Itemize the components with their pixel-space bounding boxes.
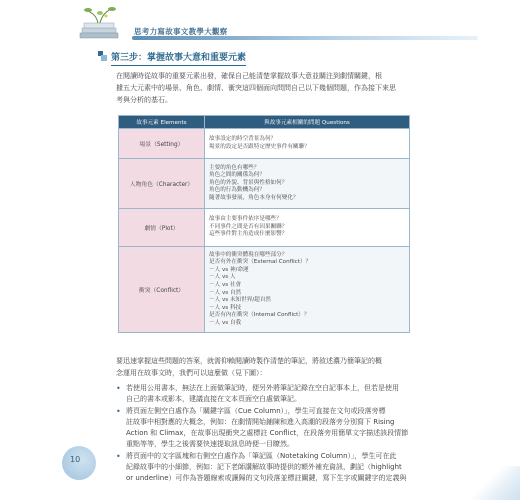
list-item bbox=[116, 406, 474, 451]
body-line: 要迅速掌握這些問題的答案，就需仰賴閱讀時製作清楚的筆記，將敘述濃乃簡筆記的概 bbox=[116, 357, 382, 365]
table-row bbox=[119, 247, 410, 333]
bullet-line: 自己的書本或影本，建議直接在文本頁面空白處做筆記。 bbox=[126, 395, 301, 404]
bullet-line: 註故事中相對應的大概念，例如：在劇情開始鋪陳和進入高潮的段落旁分別寫下 Rising bbox=[126, 417, 395, 426]
question-line: 是否有外在衝突（External Conflict）？ bbox=[209, 259, 312, 266]
bullet-line: 將頁面中的文字區塊和右側空白處作為「筆記區（Notetaking Column）」，學生可在此 bbox=[126, 451, 397, 460]
table-header-row bbox=[119, 116, 410, 129]
list-item bbox=[116, 451, 474, 485]
element-cell: 人物角色（Character） bbox=[119, 159, 205, 209]
intro-paragraph bbox=[116, 70, 474, 106]
heading-square-light-icon bbox=[101, 55, 107, 61]
question-line: －人 vs 神/命運 bbox=[209, 266, 249, 273]
question-line: －人 vs 自我 bbox=[209, 319, 242, 326]
question-line: －人 vs 自然 bbox=[209, 289, 242, 296]
questions-cell bbox=[205, 159, 410, 209]
page-number: 10 bbox=[70, 455, 81, 464]
book-stack-plant-icon bbox=[78, 4, 126, 42]
questions-cell bbox=[205, 247, 410, 333]
questions-cell bbox=[205, 209, 410, 247]
bullet-icon: • bbox=[116, 406, 121, 416]
question-line: 場景的設定是否跟特定歷史事件有關聯？ bbox=[209, 143, 310, 150]
list-item bbox=[116, 383, 474, 406]
questions-cell bbox=[205, 129, 410, 159]
header-title: 思考力寫故事文教學大觀察 bbox=[134, 27, 228, 36]
question-line: 角色之間的關係為何？ bbox=[209, 172, 265, 179]
question-line: －人 vs 社會 bbox=[209, 281, 242, 288]
bullet-line: 重點等等，學生之後需要快速提取訊息時便一目瞭然。 bbox=[126, 440, 294, 449]
intro-line: 在閱讀時從故事的重要元素出發，確保自己能清楚掌握故事大意並關注到劇情關鍵，根 bbox=[116, 72, 382, 80]
body-line: 念運用在故事文時，我們可以這麼做（見下圖）： bbox=[116, 369, 267, 377]
question-line: 故事設定的時空背景為何？ bbox=[209, 135, 277, 142]
question-line: －人 vs 人 bbox=[209, 274, 236, 281]
step-heading bbox=[98, 50, 258, 64]
question-line: 是否有內在衝突（Internal Conflict）？ bbox=[209, 312, 310, 319]
table-header-elements: 故事元素 Elements bbox=[119, 116, 205, 129]
page-corner-decoration bbox=[466, 466, 520, 500]
question-line: 故事中的衝突體現在哪些部分？ bbox=[209, 251, 288, 258]
question-line: 主要的角色有哪些？ bbox=[209, 164, 260, 171]
table-row bbox=[119, 209, 410, 247]
question-line: 角色的行為動機為何？ bbox=[209, 187, 265, 194]
table-row bbox=[119, 129, 410, 159]
bullet-line: Action 和 Climax，在故事出現衝突之處標註 Conflict，在段落旁用簡單文字描述該段情節 bbox=[126, 429, 409, 438]
bullet-line: 若使用公用書本，無法在上面做筆記時，便另外將筆記記錄在空白記事本上，但若是使用 bbox=[126, 384, 399, 392]
bullet-line: 紀錄故事中的小細節，例如：記下老師講解故事時提供的額外補充資訊，劃記（highlight bbox=[126, 463, 402, 472]
bullet-line: or underline）可作為答題線索或讓歸的文句段落並標註關鍵，寫下生字或關鍵字的定義與 bbox=[126, 474, 407, 483]
question-line: 這些事件對主角造成什麼影響？ bbox=[209, 231, 288, 238]
element-cell: 衝突（Conflict） bbox=[119, 247, 205, 333]
step-title: 第三步：掌握故事大意和重要元素 bbox=[111, 50, 246, 66]
table-row bbox=[119, 159, 410, 209]
intro-line: 考與分析的基石。 bbox=[116, 96, 172, 104]
question-line: －人 vs 未知世界/超自然 bbox=[209, 297, 272, 304]
header-rule bbox=[132, 36, 478, 40]
question-line: 隨著故事發展，角色本身有何變化？ bbox=[209, 194, 299, 201]
bullet-line: 將頁面左側空白處作為「關鍵字區（Cue Column）」，學生可直接在文句或段落旁標 bbox=[126, 406, 386, 415]
bullet-icon: • bbox=[116, 451, 121, 461]
question-line: 不同事件之間是否有因果關聯？ bbox=[209, 223, 288, 230]
bullet-list bbox=[116, 383, 474, 485]
after-table-paragraph bbox=[116, 355, 474, 379]
element-cell: 場景（Setting） bbox=[119, 129, 205, 159]
element-cell: 劇情（Plot） bbox=[119, 209, 205, 247]
story-elements-table bbox=[118, 115, 410, 333]
question-line: 角色的外貌、背景與性格如何？ bbox=[209, 179, 288, 186]
table-header-questions: 與故事元素相關的問題 Questions bbox=[205, 116, 410, 129]
bullet-icon: • bbox=[116, 384, 121, 393]
question-line: －人 vs 科技 bbox=[209, 304, 242, 311]
question-line: 故事由主要事件依序是哪些？ bbox=[209, 216, 282, 223]
intro-line: 據五大元素中的場景、角色、劇情、衝突這四個面向問問自己以下幾個問題，作為接下來思 bbox=[116, 84, 396, 92]
